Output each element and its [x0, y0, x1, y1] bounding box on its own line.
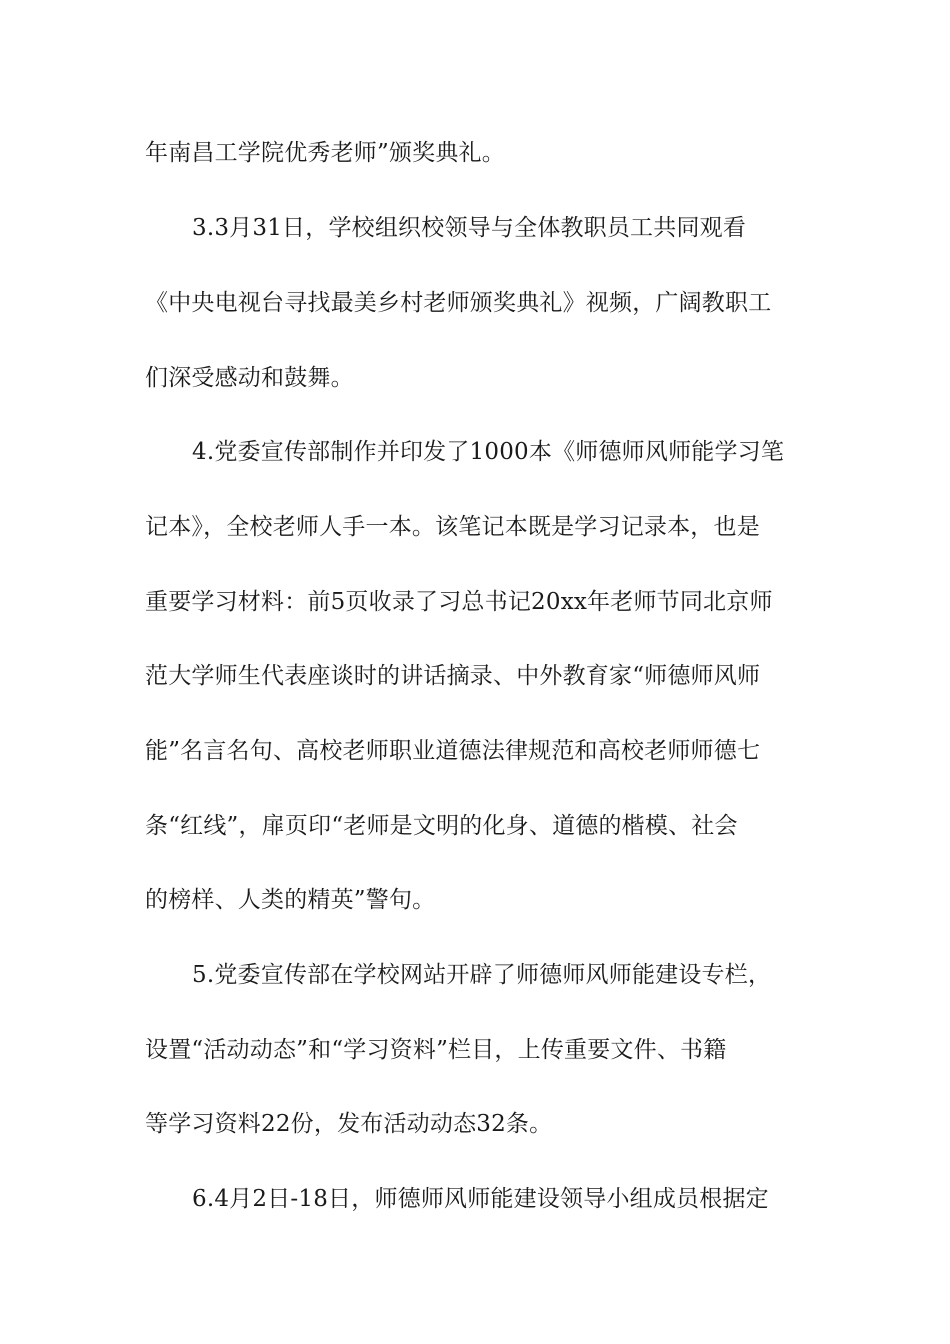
- paragraph-line: 等学习资料22份，发布活动动态32条。: [145, 1111, 553, 1137]
- paragraph-line: 设置“活动动态”和“学习资料”栏目，上传重要文件、书籍: [145, 1037, 727, 1063]
- paragraph-line: 年南昌工学院优秀老师”颁奖典礼。: [145, 140, 505, 166]
- paragraph-line: 们深受感动和鼓舞。: [145, 365, 354, 391]
- paragraph-line: 能”名言名句、高校老师职业道德法律规范和高校老师师德七: [145, 738, 761, 764]
- paragraph-line: 记本》，全校老师人手一本。该笔记本既是学习记录本，也是: [145, 514, 760, 540]
- paragraph-line: 6.4月2日-18日，师德师风师能建设领导小组成员根据定: [192, 1186, 769, 1212]
- paragraph-line: 3.3月31日，学校组织校领导与全体教职员工共同观看: [192, 215, 747, 241]
- paragraph-line: 4.党委宣传部制作并印发了1000本《师德师风师能学习笔: [192, 439, 785, 465]
- paragraph-line: 的榜样、人类的精英”警句。: [145, 887, 436, 913]
- paragraph-line: 《中央电视台寻找最美乡村老师颁奖典礼》视频，广阔教职工: [145, 290, 772, 316]
- paragraph-line: 条“红线”，扉页印“老师是文明的化身、道德的楷模、社会: [145, 813, 738, 839]
- paragraph-line: 5.党委宣传部在学校网站开辟了师德师风师能建设专栏，: [192, 962, 772, 988]
- paragraph-line: 范大学师生代表座谈时的讲话摘录、中外教育家“师德师风师: [145, 663, 761, 689]
- paragraph-line: 重要学习材料：前5页收录了习总书记20xx年老师节同北京师: [145, 589, 773, 615]
